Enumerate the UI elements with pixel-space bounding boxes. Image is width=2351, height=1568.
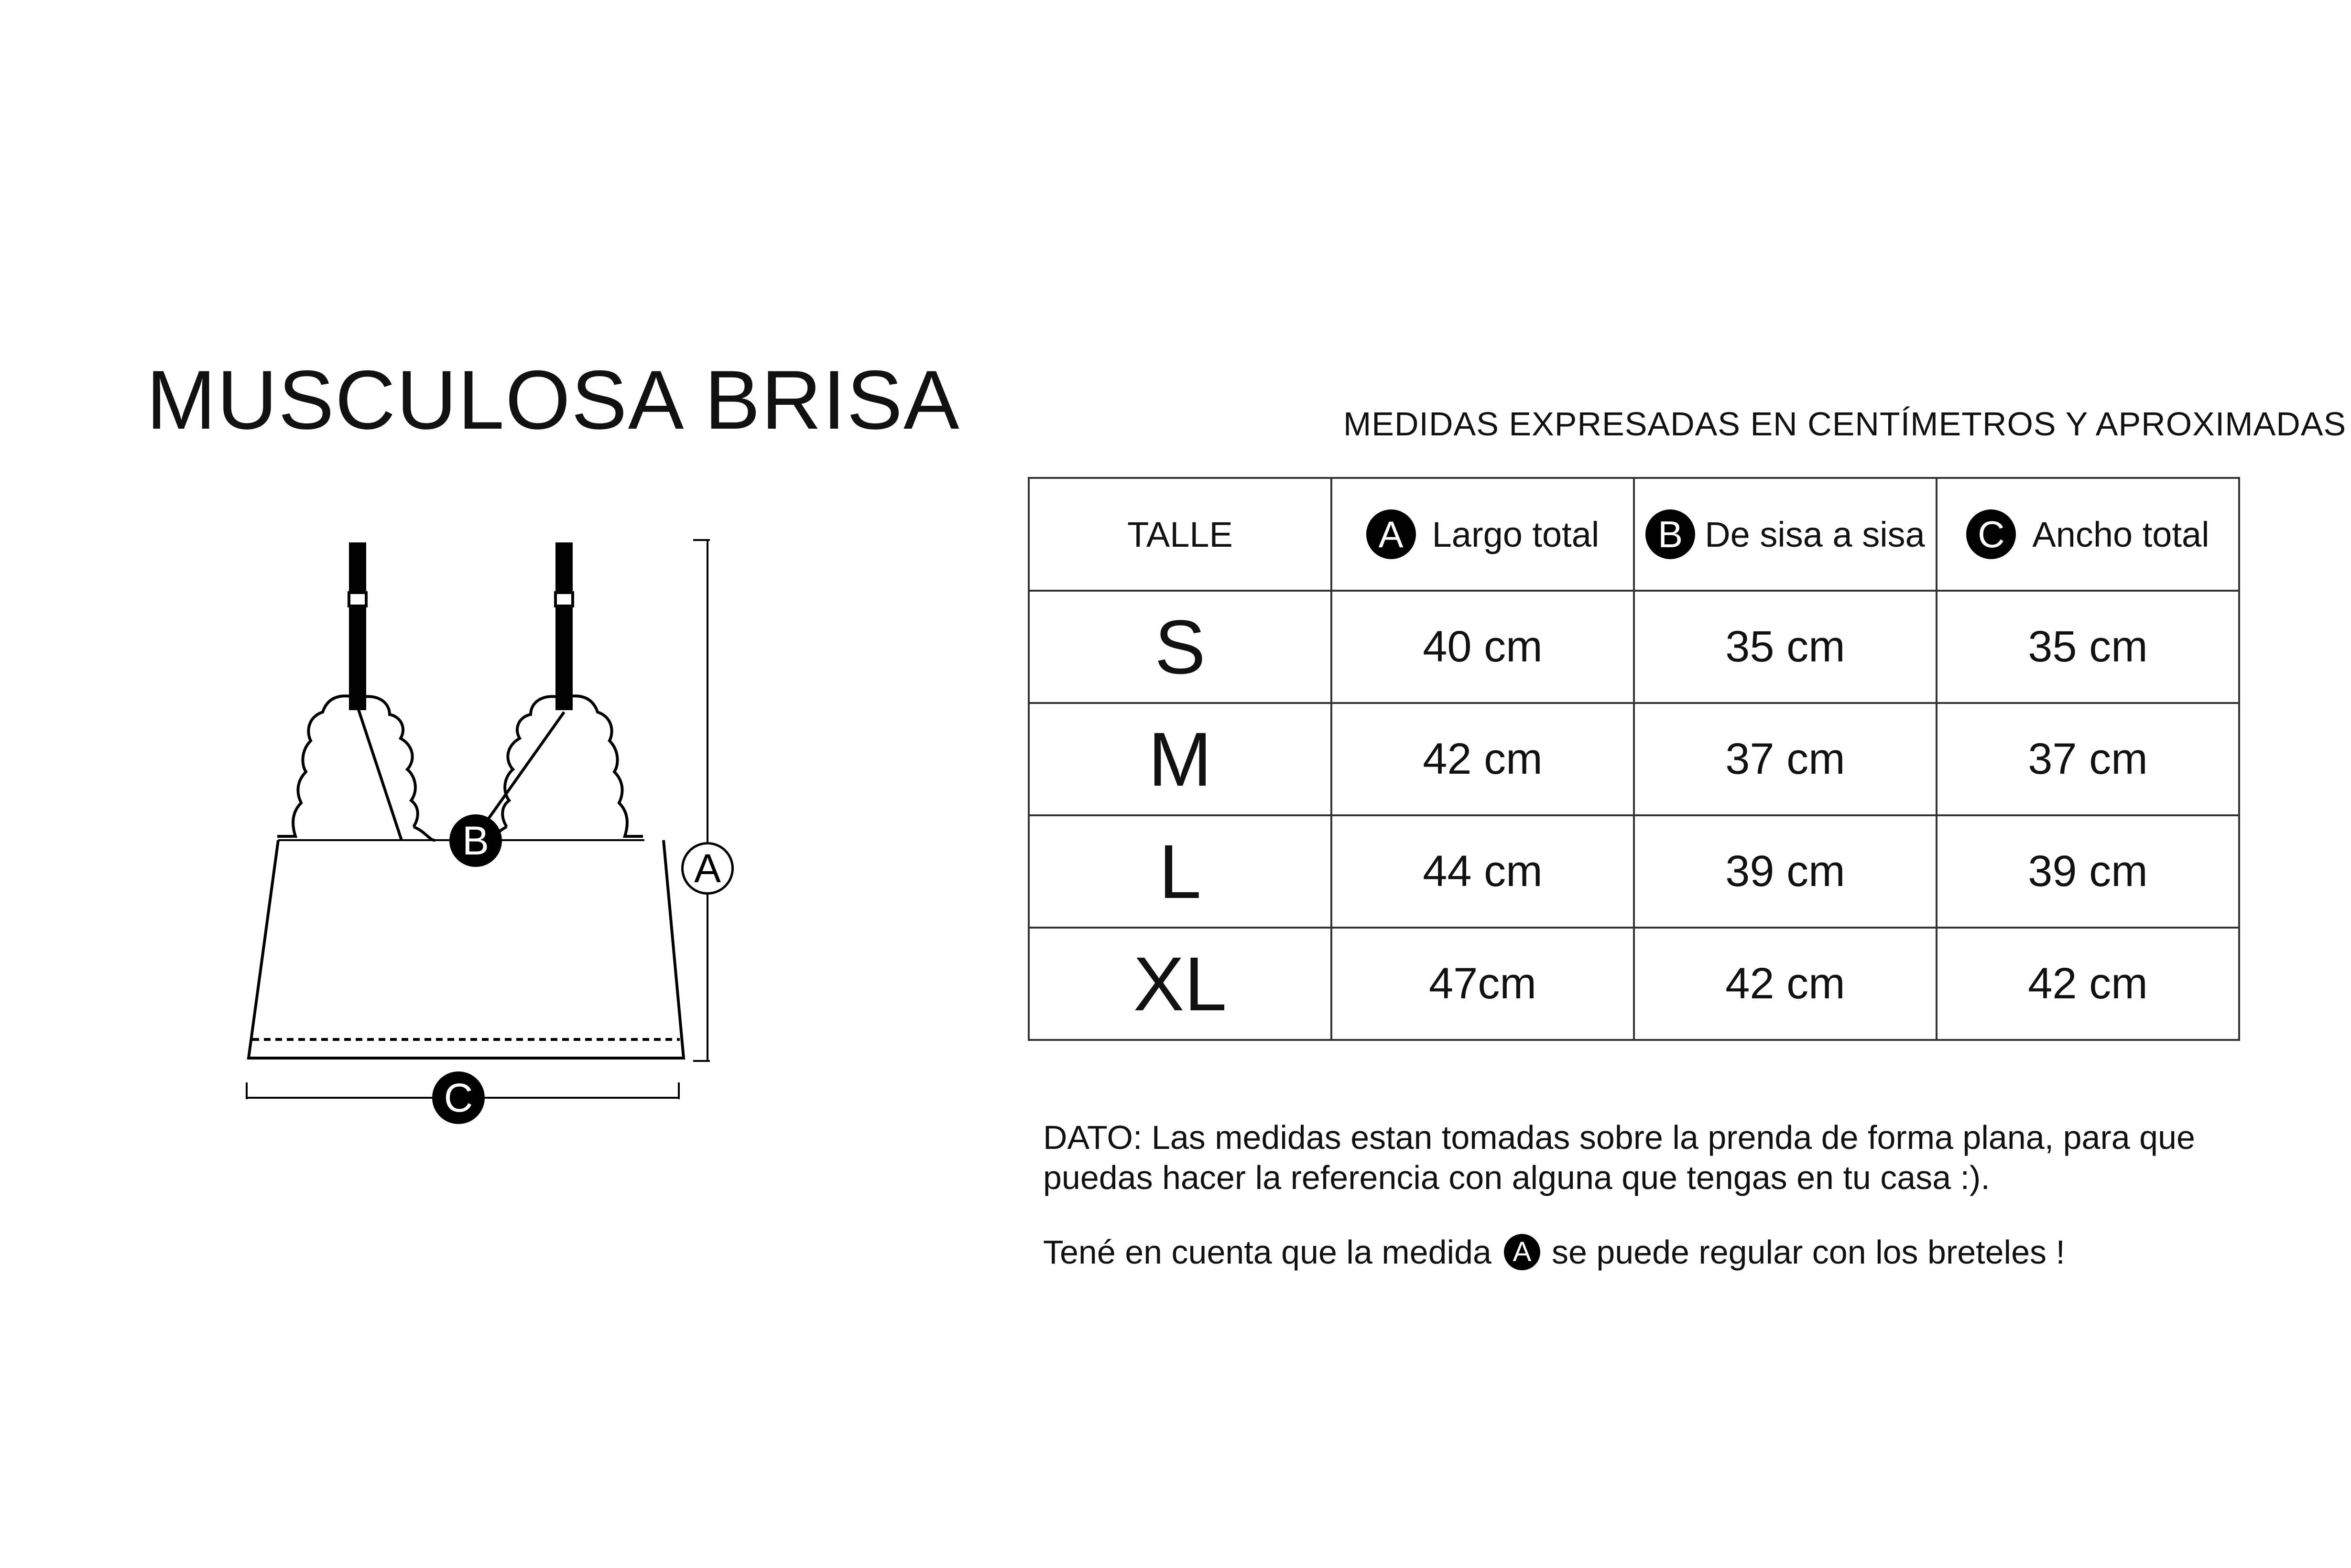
ancho-total-value: 37 cm [1937, 703, 2239, 815]
product-title: MUSCULOSA BRISA [146, 354, 960, 447]
ancho-total-value: 42 cm [1937, 928, 2239, 1040]
size-label: L [1029, 815, 1331, 928]
largo-total-value: 47cm [1331, 928, 1634, 1040]
right-cup-lace [562, 696, 643, 836]
largo-total-value: 44 cm [1331, 815, 1634, 928]
size-chart-table [1028, 477, 2240, 1041]
sisa-value: 35 cm [1634, 591, 1937, 703]
table-row [1029, 591, 2239, 703]
header-ancho-total [1937, 478, 2239, 591]
sisa-value: 39 cm [1634, 815, 1937, 928]
table-row [1029, 928, 2239, 1040]
header-de-sisa-a-sisa [1634, 478, 1937, 591]
measure-b-marker: B [449, 814, 502, 867]
left-strap [350, 544, 365, 709]
largo-total-value: 40 cm [1331, 591, 1634, 703]
table-row [1029, 703, 2239, 815]
strap-adjust-note [1043, 1233, 2065, 1271]
strap-note-text-before: Tené en cuenta que la medida [1043, 1233, 1491, 1271]
garment-body [249, 840, 684, 1058]
measure-b-badge: B [1645, 509, 1695, 559]
measure-c-badge: C [1966, 509, 2016, 559]
table-row [1029, 815, 2239, 928]
size-label: S [1029, 591, 1331, 703]
right-strap [557, 544, 571, 709]
header-label: De sisa a sisa [1705, 514, 1925, 554]
header-label: TALLE [1127, 514, 1233, 554]
right-cup-lace-inner [502, 696, 562, 827]
measure-c-marker: C [432, 1071, 485, 1124]
size-label: M [1029, 703, 1331, 815]
measure-a-badge: A [1366, 509, 1416, 559]
sisa-value: 37 cm [1634, 703, 1937, 815]
largo-total-value: 42 cm [1331, 703, 1634, 815]
garment-diagram [225, 521, 770, 1142]
ancho-total-value: 39 cm [1937, 815, 2239, 928]
header-label: Largo total [1432, 514, 1600, 554]
measurements-subtitle: MEDIDAS EXPRESADAS EN CENTÍMETROS Y APROXIMADAS [1343, 405, 2347, 443]
measurement-note: DATO: Las medidas estan tomadas sobre la prenda de forma plana, para que puedas hacer la referencia con alguna que tengas en tu casa :). [1043, 1119, 2195, 1196]
size-label: XL [1029, 928, 1331, 1040]
measure-a-marker: A [681, 842, 734, 895]
strap-note-text-after: se puede regular con los breteles ! [1551, 1233, 2065, 1271]
ancho-total-value: 35 cm [1937, 591, 2239, 703]
sisa-value: 42 cm [1634, 928, 1937, 1040]
measure-a-inline-badge: A [1504, 1234, 1540, 1270]
left-cup-lace [277, 696, 359, 836]
header-largo-total [1331, 478, 1634, 591]
table-header-row [1029, 478, 2239, 591]
left-cup-lace-inner [359, 696, 418, 827]
header-label: Ancho total [2032, 514, 2210, 554]
header-talle [1029, 478, 1331, 591]
